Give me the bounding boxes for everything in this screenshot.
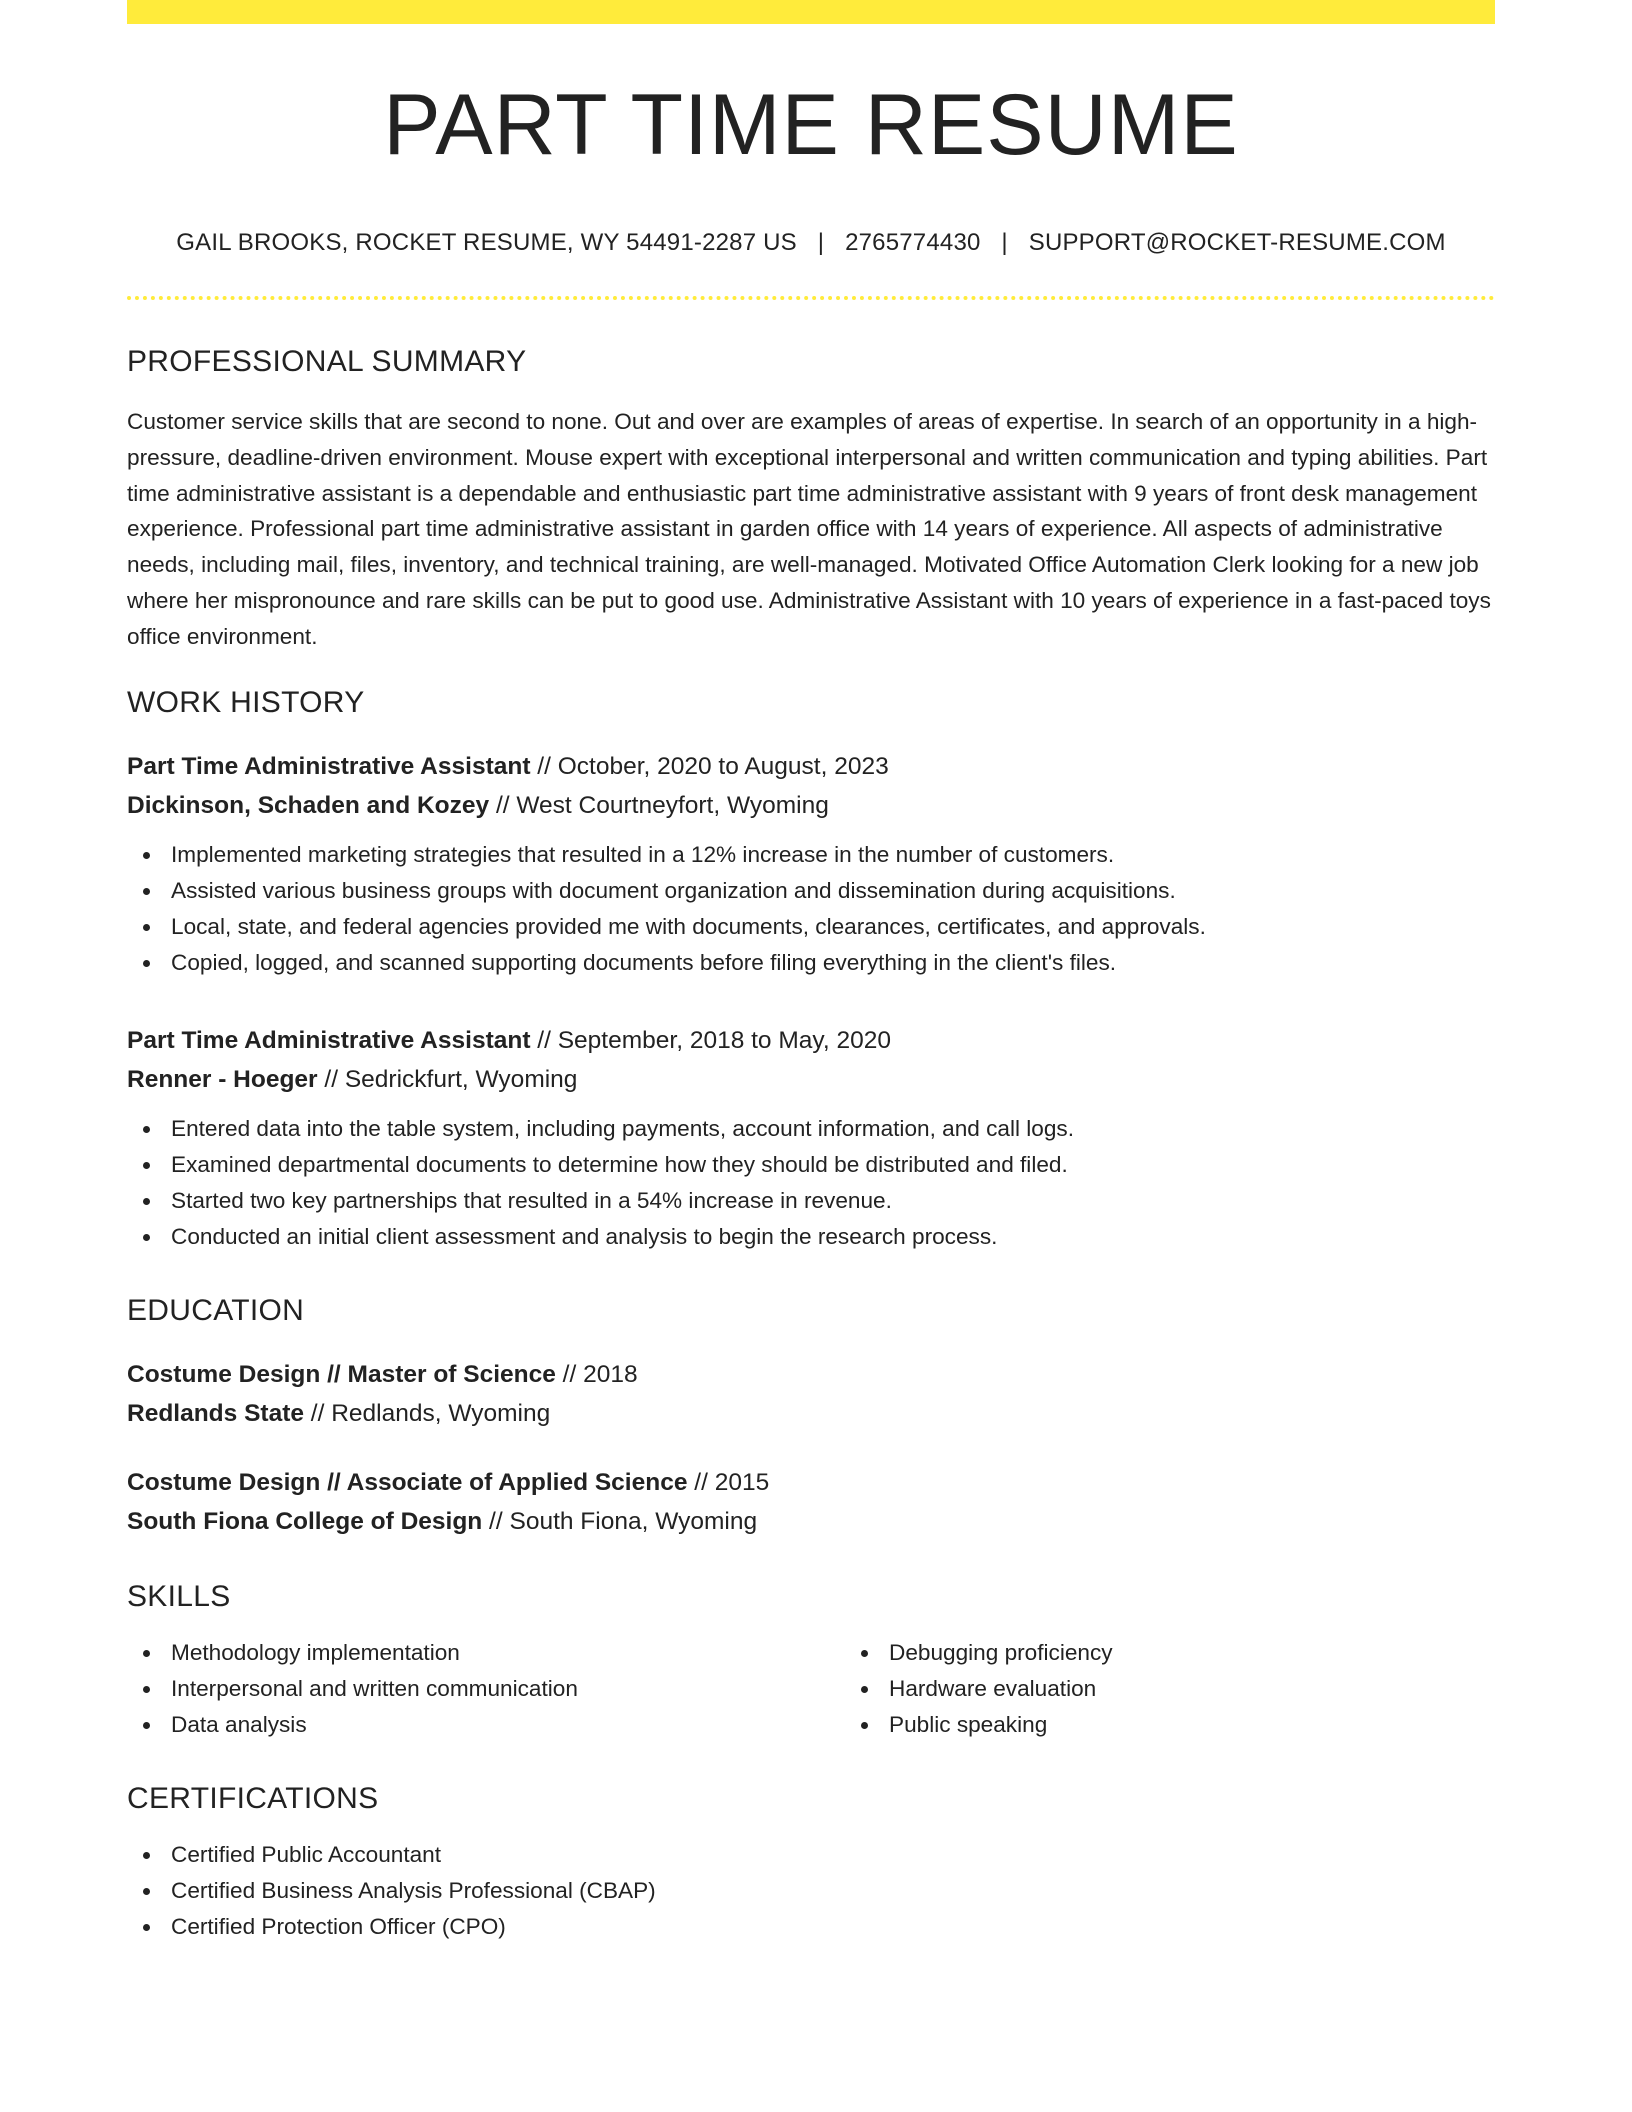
degree: Costume Design // Associate of Applied Science — [127, 1468, 688, 1496]
job-location: // Sedrickfurt, Wyoming — [317, 1065, 578, 1093]
school: South Fiona College of Design — [127, 1507, 483, 1535]
list-item: Assisted various business groups with document organization and dissemination during acquisitions. — [171, 873, 1495, 909]
list-item: Started two key partnerships that resulted in a 54% increase in revenue. — [171, 1183, 1495, 1219]
list-item: Hardware evaluation — [889, 1671, 1489, 1707]
degree-line — [127, 1355, 1495, 1394]
certifications-heading: CERTIFICATIONS — [127, 1781, 379, 1815]
job-company-line — [127, 786, 1495, 825]
degree-year: // 2015 — [687, 1468, 770, 1496]
job-bullets — [127, 1111, 1495, 1255]
degree-line — [127, 1463, 1495, 1502]
job-title: Part Time Administrative Assistant — [127, 1026, 531, 1054]
job-company: Renner - Hoeger — [127, 1065, 318, 1093]
job-company: Dickinson, Schaden and Kozey — [127, 791, 490, 819]
list-item: Debugging proficiency — [889, 1635, 1489, 1671]
contact-separator: | — [1001, 229, 1008, 256]
contact-email: SUPPORT@ROCKET-RESUME.COM — [1028, 229, 1446, 256]
school-location: // South Fiona, Wyoming — [482, 1507, 758, 1535]
list-item: Certified Public Accountant — [171, 1837, 1495, 1873]
contact-address: GAIL BROOKS, ROCKET RESUME, WY 54491-2287 US — [176, 229, 797, 256]
list-item: Implemented marketing strategies that resulted in a 12% increase in the number of customers. — [171, 837, 1495, 873]
list-item: Local, state, and federal agencies provided me with documents, clearances, certificates, and approvals. — [171, 909, 1495, 945]
list-item: Public speaking — [889, 1707, 1489, 1743]
list-item: Certified Business Analysis Professional (CBAP) — [171, 1873, 1495, 1909]
school-line — [127, 1502, 1495, 1541]
certifications-list — [127, 1837, 1495, 1945]
list-item: Methodology implementation — [171, 1635, 801, 1671]
list-item: Conducted an initial client assessment and analysis to begin the research process. — [171, 1219, 1495, 1255]
job-location: // West Courtneyfort, Wyoming — [489, 791, 829, 819]
job-title: Part Time Administrative Assistant — [127, 752, 531, 780]
resume-page — [127, 0, 1495, 1945]
resume-title: PART TIME RESUME — [383, 77, 1239, 173]
skills-right-column — [845, 1635, 1489, 1743]
school-line — [127, 1394, 1495, 1433]
dotted-divider — [127, 296, 1495, 300]
contact-phone: 2765774430 — [845, 229, 981, 256]
job-company-line — [127, 1060, 1495, 1099]
job-dates: // September, 2018 to May, 2020 — [530, 1026, 891, 1054]
skills-grid — [127, 1635, 1495, 1743]
education-heading: EDUCATION — [127, 1293, 305, 1327]
job-entry — [127, 747, 1495, 981]
skills-left-column — [127, 1635, 801, 1743]
degree-year: // 2018 — [555, 1360, 638, 1388]
contact-line — [127, 228, 1495, 258]
job-title-line — [127, 1021, 1495, 1060]
contact-separator: | — [817, 229, 825, 256]
school-location: // Redlands, Wyoming — [304, 1399, 551, 1427]
top-accent-bar — [127, 0, 1495, 24]
job-entry — [127, 1021, 1495, 1255]
list-item: Examined departmental documents to determine how they should be distributed and filed. — [171, 1147, 1495, 1183]
summary-heading: PROFESSIONAL SUMMARY — [127, 345, 527, 378]
list-item: Copied, logged, and scanned supporting documents before filing everything in the client's files. — [171, 945, 1495, 981]
summary-text: Customer service skills that are second to none. Out and over are examples of areas of expertise. In search of an opportunity in a high-pressure, deadline-driven environment. Mouse expert with exceptional interpersonal and written communication and typing abilities. Part time administrative assistant is a dependable and enthusiastic part time administrative assistant with 9 years of front desk management experience. Professional part time administrative assistant in garden office with 14 years of experience. All aspects of administrative needs, including mail, files, inventory, and technical training, are well-managed. Motivated Office Automation Clerk looking for a new job where her mispronounce and rare skills can be put to good use. Administrative Assistant with 10 years of experience in a fast-paced toys office environment. — [127, 409, 1491, 649]
school: Redlands State — [127, 1399, 304, 1427]
degree: Costume Design // Master of Science — [127, 1360, 556, 1388]
education-entry — [127, 1463, 1495, 1541]
job-dates: // October, 2020 to August, 2023 — [530, 752, 889, 780]
list-item: Interpersonal and written communication — [171, 1671, 801, 1707]
education-entry — [127, 1355, 1495, 1433]
job-title-line — [127, 747, 1495, 786]
skills-heading: SKILLS — [127, 1579, 231, 1613]
list-item: Certified Protection Officer (CPO) — [171, 1909, 1495, 1945]
list-item: Data analysis — [171, 1707, 801, 1743]
job-bullets — [127, 837, 1495, 981]
list-item: Entered data into the table system, including payments, account information, and call logs. — [171, 1111, 1495, 1147]
work-history-heading: WORK HISTORY — [127, 685, 365, 719]
